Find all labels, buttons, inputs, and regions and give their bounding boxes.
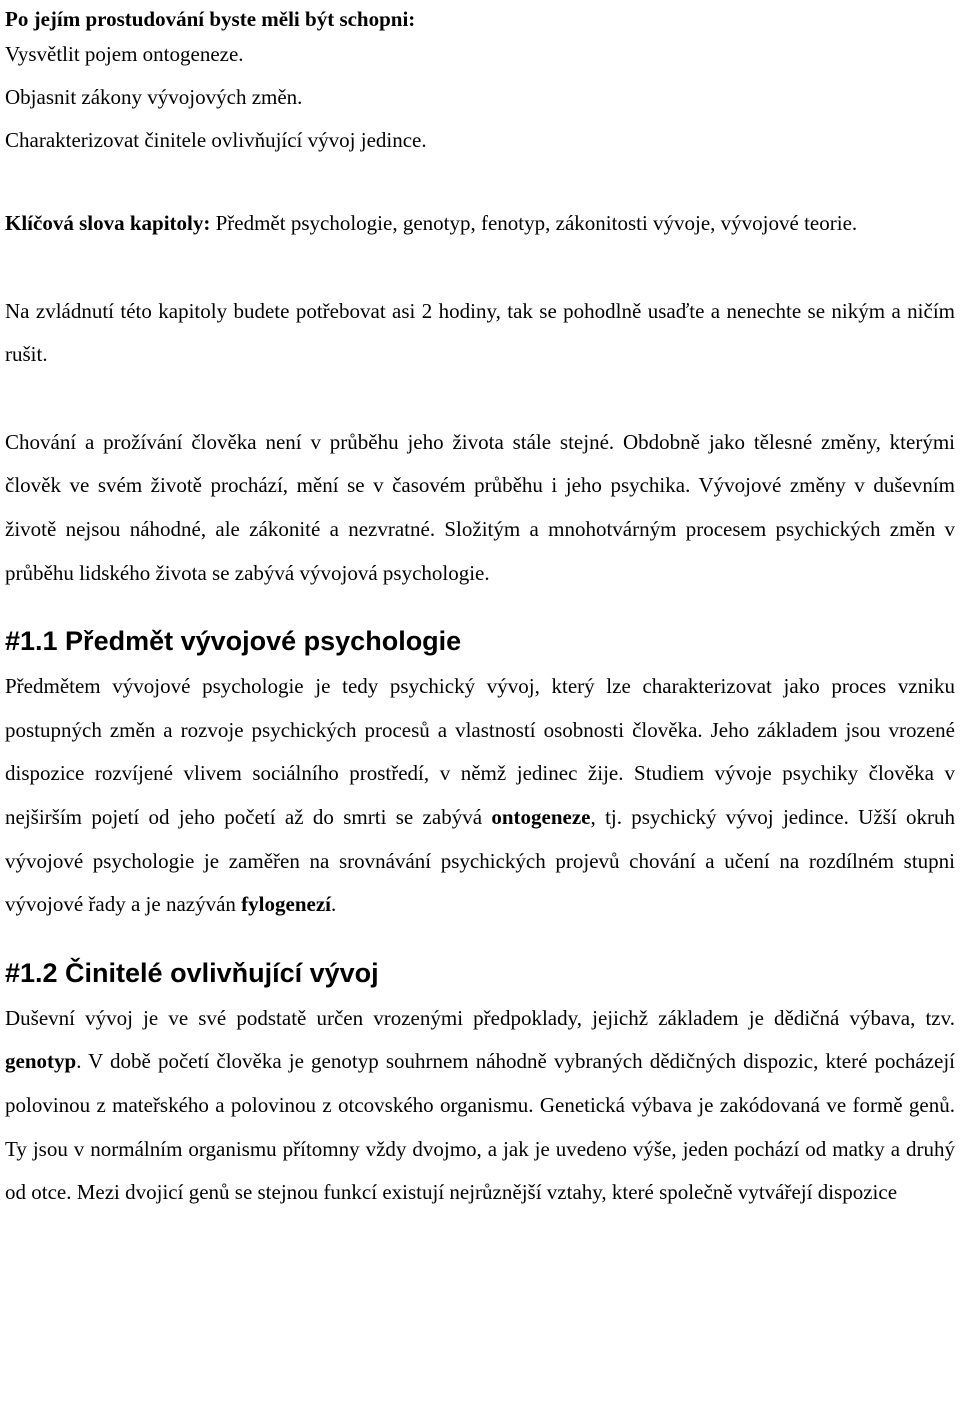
section-1-paragraph <box>5 665 955 927</box>
time-note: Na zvládnutí této kapitoly budete potřebovat asi 2 hodiny, tak se pohodlně usaďte a nenechte se nikým a ničím rušit. <box>5 298 955 367</box>
section-2-paragraph <box>5 997 955 1215</box>
section-2-text: . V době početí člověka je genotyp souhrnem náhodně vybraných dědičných dispozic, které pocházejí polovinou z mateřského a polovinou z otcovského organismu. Genetická výbava je zakódovaná ve formě genů. Ty jsou v normálním organismu přítomny vždy dvojmo, a jak je uvedeno výše, jeden pochází od matky a druhý od otce. Mezi dvojicí genů se stejnou funkcí existují nejrůznější vztahy, které společně vytvářejí dispozice <box>5 1049 955 1205</box>
term-ontogeneze: ontogeneze <box>491 804 591 829</box>
objectives-list <box>5 32 955 162</box>
section-1-text: . <box>330 892 337 917</box>
term-fylogeneze: fylogenezí <box>241 892 331 917</box>
objectives-title: Po jejím prostudování byste měli být schopni: <box>5 7 416 31</box>
keywords-paragraph <box>5 202 955 246</box>
document-page <box>5 0 955 1215</box>
objective-item: Charakterizovat činitele ovlivňující vývoj jedince. <box>5 128 427 152</box>
keywords-label: Klíčová slova kapitoly: <box>5 211 211 235</box>
intro-paragraph: Chování a prožívání člověka není v průběhu jeho života stále stejné. Obdobně jako tělesné změny, kterými člověk ve svém životě prochází, mění se v časovém průběhu i jeho psychika. Vývojové změny v duševním životě nejsou náhodné, ale zákonité a nezvratné. Složitým a mnohotvárným procesem psychických změn v průběhu lidského života se zabývá vývojová psychologie. <box>5 429 955 585</box>
section-2-text: Duševní vývoj je ve své podstatě určen vrozenými předpoklady, jejichž základem je dědičná výbava, tzv. <box>5 1005 955 1030</box>
objective-item: Vysvětlit pojem ontogeneze. <box>5 42 244 66</box>
objective-item: Objasnit zákony vývojových změn. <box>5 85 303 109</box>
section-1-text: , tj. psychický vývoj jedince. Užší okruh vývojové psychologie je zaměřen na srovnávání psychických projevů chování a učení na rozdílném stupni vývojové řady a je nazýván <box>5 804 955 917</box>
keywords-text: Předmět psychologie, genotyp, fenotyp, zákonitosti vývoje, vývojové teorie. <box>215 211 858 235</box>
section-heading: #1.2 Činitelé ovlivňující vývoj <box>5 957 379 988</box>
section-heading: #1.1 Předmět vývojové psychologie <box>5 626 462 657</box>
section-1-text: Předmětem vývojové psychologie je tedy psychický vývoj, který lze charakterizovat jako proces vzniku postupných změn a rozvoje psychických procesů a vlastností osobnosti člověka. Jeho základem jsou vrozené dispozice rozvíjené vlivem sociálního prostředí, v němž jedinec žije. Studiem vývoje psychiky člověka v nejširším pojetí od jeho početí až do smrti se zabývá <box>5 674 955 829</box>
term-genotyp: genotyp <box>5 1049 77 1074</box>
